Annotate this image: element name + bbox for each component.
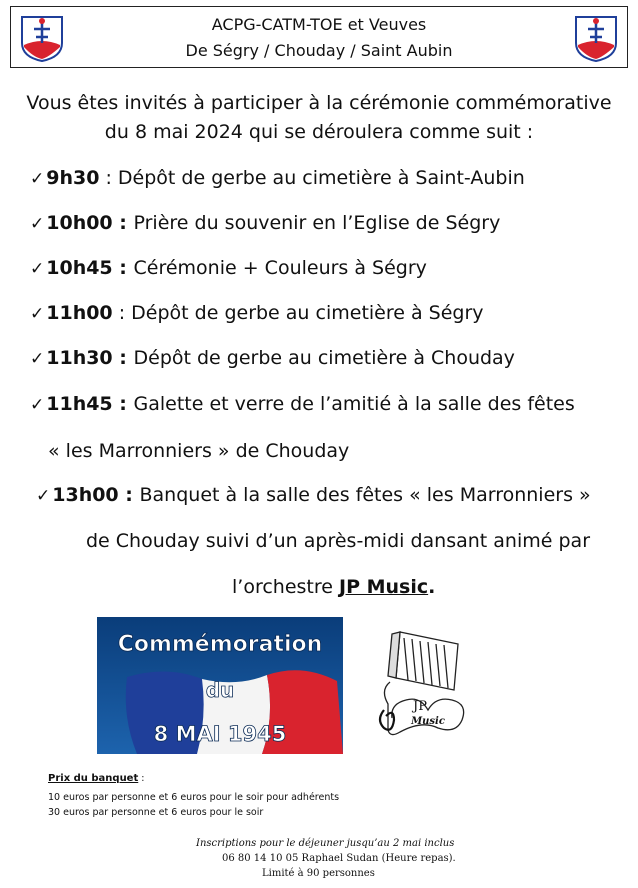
orchestra-suffix: . [428, 576, 436, 598]
schedule-text: Dépôt de gerbe au cimetière à Chouday [133, 347, 515, 369]
schedule-item [36, 484, 591, 506]
checkmark-icon: ✓ [36, 486, 51, 506]
inscriptions-line-1: Inscriptions pour le déjeuner jusqu’au 2 mai inclus [196, 838, 455, 849]
schedule-time: 9h30 [46, 167, 100, 189]
jp-logo-word: Music [411, 716, 445, 727]
header-title: ACPG-CATM-TOE et Veuves [211, 15, 427, 34]
commemoration-poster [97, 617, 343, 754]
prix-title: Prix du banquet [48, 773, 139, 784]
jp-music-logo-icon [370, 624, 470, 742]
schedule-text: Cérémonie + Couleurs à Ségry [133, 257, 427, 279]
inscriptions-line-2: 06 80 14 10 05 Raphael Sudan (Heure repas). [222, 853, 456, 864]
schedule-text: Galette et verre de l’amitié à la salle des fêtes [133, 393, 575, 415]
schedule-text: Prière du souvenir en l’Eglise de Ségry [133, 212, 501, 234]
checkmark-icon: ✓ [30, 395, 45, 415]
checkmark-icon: ✓ [30, 259, 45, 279]
schedule-separator: : [118, 484, 140, 506]
prix-line-2: 30 euros par personne et 6 euros pour le soir [48, 807, 264, 818]
schedule-separator: : [99, 167, 118, 189]
checkmark-icon: ✓ [30, 304, 45, 324]
schedule-separator: : [112, 302, 132, 324]
prix-title-suffix: : [138, 773, 145, 784]
schedule-time: 10h00 [46, 212, 113, 234]
schedule-item [30, 167, 525, 189]
schedule-item [30, 393, 575, 415]
schedule-time: 11h00 [46, 302, 113, 324]
schedule-separator: : [112, 347, 134, 369]
schedule-text: Dépôt de gerbe au cimetière à Ségry [131, 302, 484, 324]
schedule-continuation: de Chouday suivi d’un après-midi dansant animé par [86, 530, 591, 552]
schedule-separator: : [112, 393, 134, 415]
poster-date: 8 MAI 1945 [153, 722, 287, 746]
header-box [10, 6, 628, 68]
checkmark-icon: ✓ [30, 169, 45, 189]
inscriptions-line-3: Limité à 90 personnes [262, 868, 375, 879]
intro-line-2: du 8 mai 2024 qui se déroulera comme suit : [104, 121, 534, 143]
schedule-item [30, 302, 484, 324]
schedule-continuation [232, 576, 435, 598]
schedule-item [30, 347, 515, 369]
poster-title: Commémoration [117, 632, 323, 657]
poster-du: du [205, 678, 235, 702]
schedule-item [30, 212, 500, 234]
association-logo-right-icon [573, 13, 619, 63]
orchestra-name: JP Music [339, 576, 429, 598]
schedule-continuation: « les Marronniers » de Chouday [48, 440, 350, 462]
schedule-item [30, 257, 427, 279]
prix-heading [48, 773, 144, 784]
schedule-time: 11h30 [46, 347, 113, 369]
orchestra-prefix: l’orchestre [232, 576, 339, 598]
schedule-time: 11h45 [46, 393, 113, 415]
header-subtitle: De Ségry / Chouday / Saint Aubin [185, 41, 453, 60]
checkmark-icon: ✓ [30, 349, 45, 369]
checkmark-icon: ✓ [30, 214, 45, 234]
prix-line-1: 10 euros par personne et 6 euros pour le soir pour adhérents [48, 792, 340, 803]
schedule-text: Banquet à la salle des fêtes « les Marronniers » [139, 484, 591, 506]
intro-line-1: Vous êtes invités à participer à la cérémonie commémorative [26, 92, 612, 114]
jp-logo-letters: JP [413, 699, 427, 714]
schedule-separator: : [112, 212, 134, 234]
schedule-time: 10h45 [46, 257, 113, 279]
schedule-separator: : [112, 257, 134, 279]
schedule-text: Dépôt de gerbe au cimetière à Saint-Aubin [117, 167, 525, 189]
schedule-time: 13h00 [52, 484, 119, 506]
